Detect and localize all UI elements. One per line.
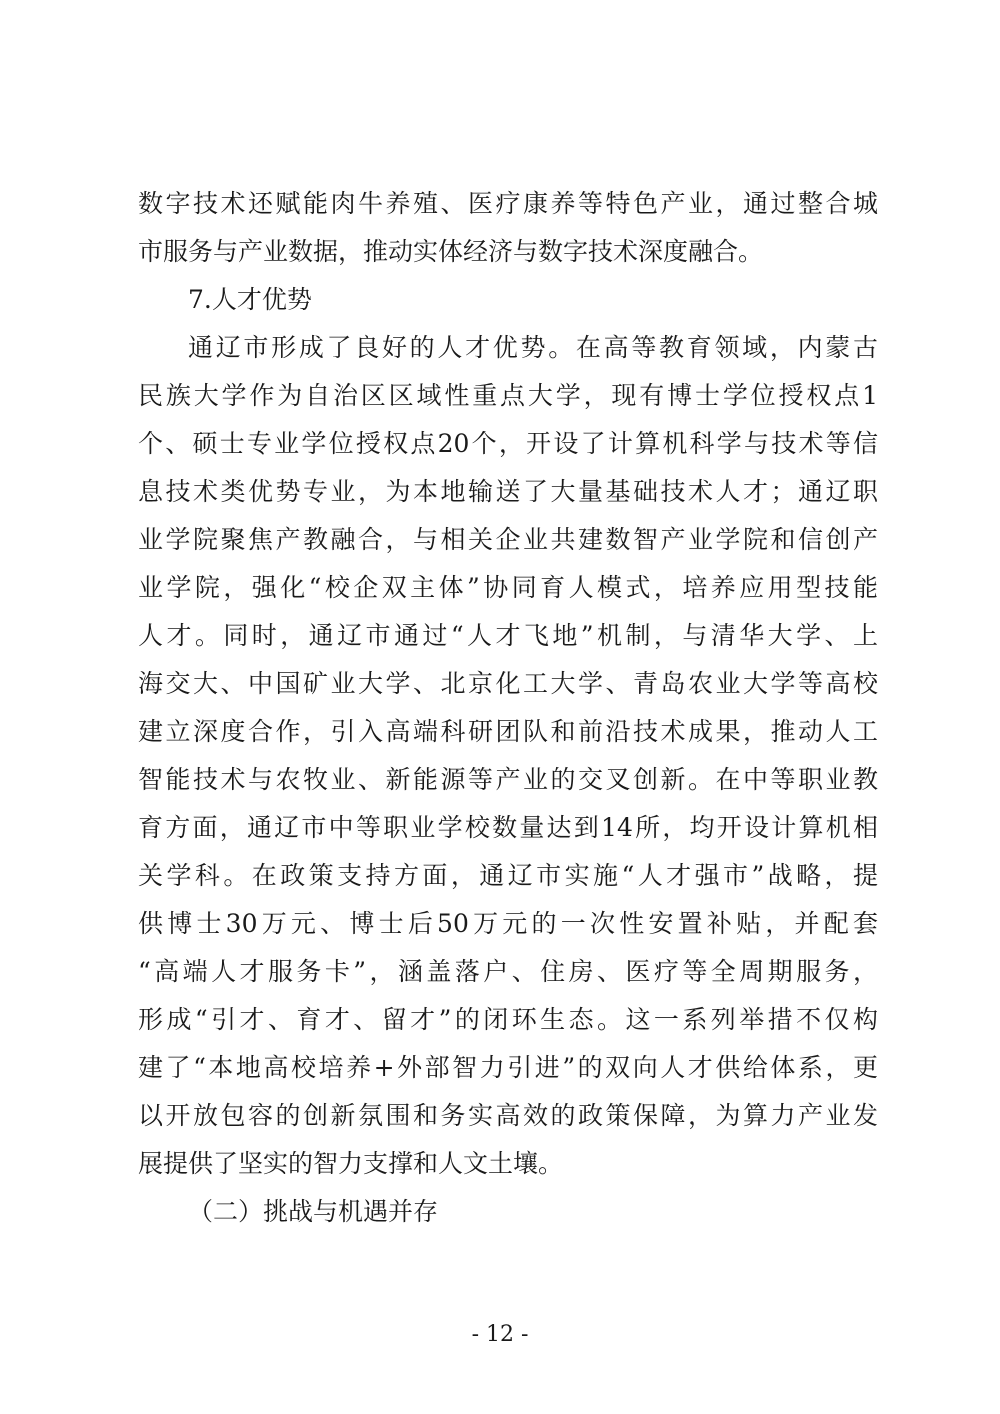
paragraph-line: 民族大学作为自治区区域性重点大学，现有博士学位授权点1 bbox=[138, 381, 878, 410]
paragraph-line: 供博士30万元、博士后50万元的一次性安置补贴，并配套 bbox=[138, 909, 878, 938]
section-heading: 7.人才优势 bbox=[188, 285, 312, 314]
paragraph-line: 海交大、中国矿业大学、北京化工大学、青岛农业大学等高校 bbox=[138, 669, 878, 698]
paragraph-line: 智能技术与农牧业、新能源等产业的交叉创新。在中等职业教 bbox=[138, 765, 878, 794]
paragraph-line: 建了“本地高校培养+外部智力引进”的双向人才供给体系，更 bbox=[138, 1053, 878, 1082]
paragraph-line: 个、硕士专业学位授权点20个，开设了计算机科学与技术等信 bbox=[138, 429, 878, 458]
paragraph-line: 市服务与产业数据，推动实体经济与数字技术深度融合。 bbox=[138, 237, 764, 266]
paragraph-line: 形成“引才、育才、留才”的闭环生态。这一系列举措不仅构 bbox=[138, 1005, 878, 1034]
paragraph-line: 建立深度合作，引入高端科研团队和前沿技术成果，推动人工 bbox=[138, 717, 878, 746]
paragraph-line: 育方面，通辽市中等职业学校数量达到14所，均开设计算机相 bbox=[138, 813, 878, 842]
paragraph-line: “高端人才服务卡”，涵盖落户、住房、医疗等全周期服务， bbox=[138, 957, 878, 986]
paragraph-line: 业学院，强化“校企双主体”协同育人模式，培养应用型技能 bbox=[138, 573, 878, 602]
paragraph-line: 数字技术还赋能肉牛养殖、医疗康养等特色产业，通过整合城 bbox=[138, 189, 878, 218]
section-heading: （二）挑战与机遇并存 bbox=[188, 1197, 439, 1226]
paragraph-line: 关学科。在政策支持方面，通辽市实施“人才强市”战略，提 bbox=[138, 861, 878, 890]
paragraph-line: 人才。同时，通辽市通过“人才飞地”机制，与清华大学、上 bbox=[138, 621, 878, 650]
paragraph-line: 展提供了坚实的智力支撑和人文土壤。 bbox=[138, 1149, 564, 1178]
paragraph-line: 通辽市形成了良好的人才优势。在高等教育领域，内蒙古 bbox=[188, 333, 878, 362]
paragraph-line: 业学院聚焦产教融合，与相关企业共建数智产业学院和信创产 bbox=[138, 525, 878, 554]
paragraph-line: 息技术类优势专业，为本地输送了大量基础技术人才；通辽职 bbox=[138, 477, 878, 506]
page-number: - 12 - bbox=[471, 1322, 529, 1347]
paragraph-line: 以开放包容的创新氛围和务实高效的政策保障，为算力产业发 bbox=[138, 1101, 878, 1130]
